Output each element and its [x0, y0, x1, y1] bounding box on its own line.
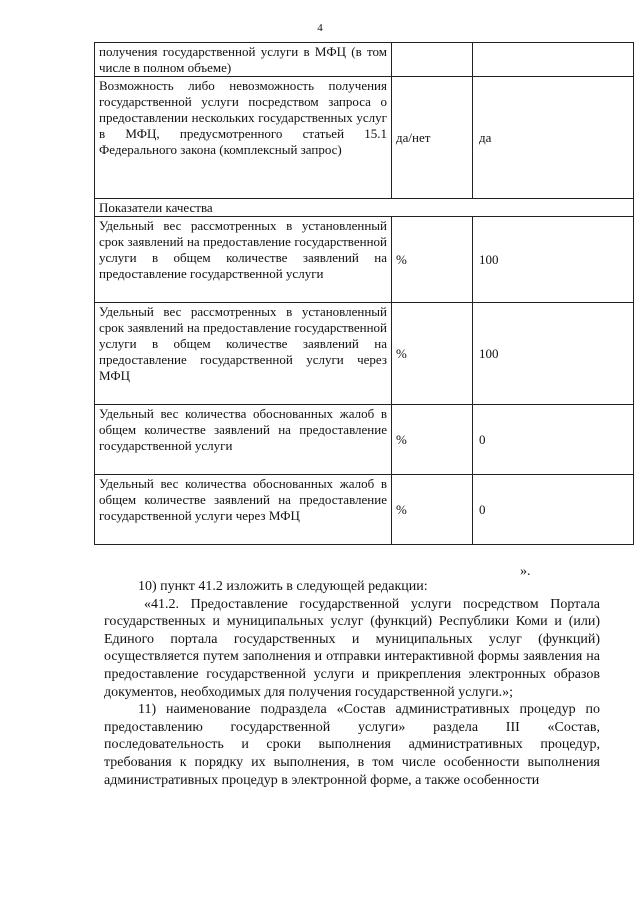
- unit-cell: %: [392, 303, 473, 405]
- section-heading: Показатели качества: [95, 199, 634, 217]
- unit-cell: %: [392, 217, 473, 303]
- page-number: 4: [317, 22, 323, 34]
- indicator-cell: Возможность либо невозможность получения государственной услуги посредством запроса о предоставлении нескольких государственных услуг в МФЦ, предусмотренного статьей 15.1 Федерального закона (комплексный запрос): [95, 77, 392, 199]
- value-cell: 0: [473, 405, 634, 475]
- unit-cell: [392, 43, 473, 77]
- value-cell: 0: [473, 475, 634, 545]
- paragraph-item-11: 11) наименование подраздела «Состав административных процедур по предоставлению государственной услуги» раздела III «Состав, последовательность и сроки выполнения административных процедур, требования к порядку их выполнения, в том числе особенности выполнения административных процедур в электронной форме, а также особенности: [104, 702, 600, 788]
- unit-cell: да/нет: [392, 77, 473, 199]
- value-cell: [473, 43, 634, 77]
- unit-cell: %: [392, 405, 473, 475]
- table-row: [95, 405, 634, 475]
- value-cell: 100: [473, 303, 634, 405]
- value-cell: да: [473, 77, 634, 199]
- table-row: [95, 475, 634, 545]
- indicator-cell: Удельный вес количества обоснованных жалоб в общем количестве заявлений на предоставление государственной услуги: [95, 405, 392, 475]
- indicator-cell: получения государственной услуги в МФЦ (в том числе в полном объеме): [95, 43, 392, 77]
- table-row: [95, 43, 634, 77]
- paragraph-41-2: «41.2. Предоставление государственной услуги посредством Портала государственных и муниципальных услуг (функций) Республики Коми и (или) Единого портала государственных и муниципальных услуг (функций) осуществляется путем заполнения и отправки интерактивной формы заявления на предоставление государственной услуги и прикрепления электронных образов документов, необходимых для получения государственной услуги.»;: [104, 596, 600, 700]
- paragraph-item-10: 10) пункт 41.2 изложить в следующей редакции:: [138, 579, 428, 594]
- indicators-table: [94, 42, 634, 545]
- indicator-cell: Удельный вес рассмотренных в установленный срок заявлений на предоставление государственной услуги в общем количестве заявлений на предоставление государственной услуги через МФЦ: [95, 303, 392, 405]
- section-row: [95, 199, 634, 217]
- indicator-cell: Удельный вес количества обоснованных жалоб в общем количестве заявлений на предоставление государственной услуги через МФЦ: [95, 475, 392, 545]
- closing-quote: ».: [520, 564, 531, 579]
- amendment-text: [104, 578, 600, 789]
- table-row: [95, 303, 634, 405]
- value-cell: 100: [473, 217, 634, 303]
- table-row: [95, 217, 634, 303]
- indicator-cell: Удельный вес рассмотренных в установленный срок заявлений на предоставление государственной услуги в общем количестве заявлений на предоставление государственной услуги: [95, 217, 392, 303]
- unit-cell: %: [392, 475, 473, 545]
- table-row: [95, 77, 634, 199]
